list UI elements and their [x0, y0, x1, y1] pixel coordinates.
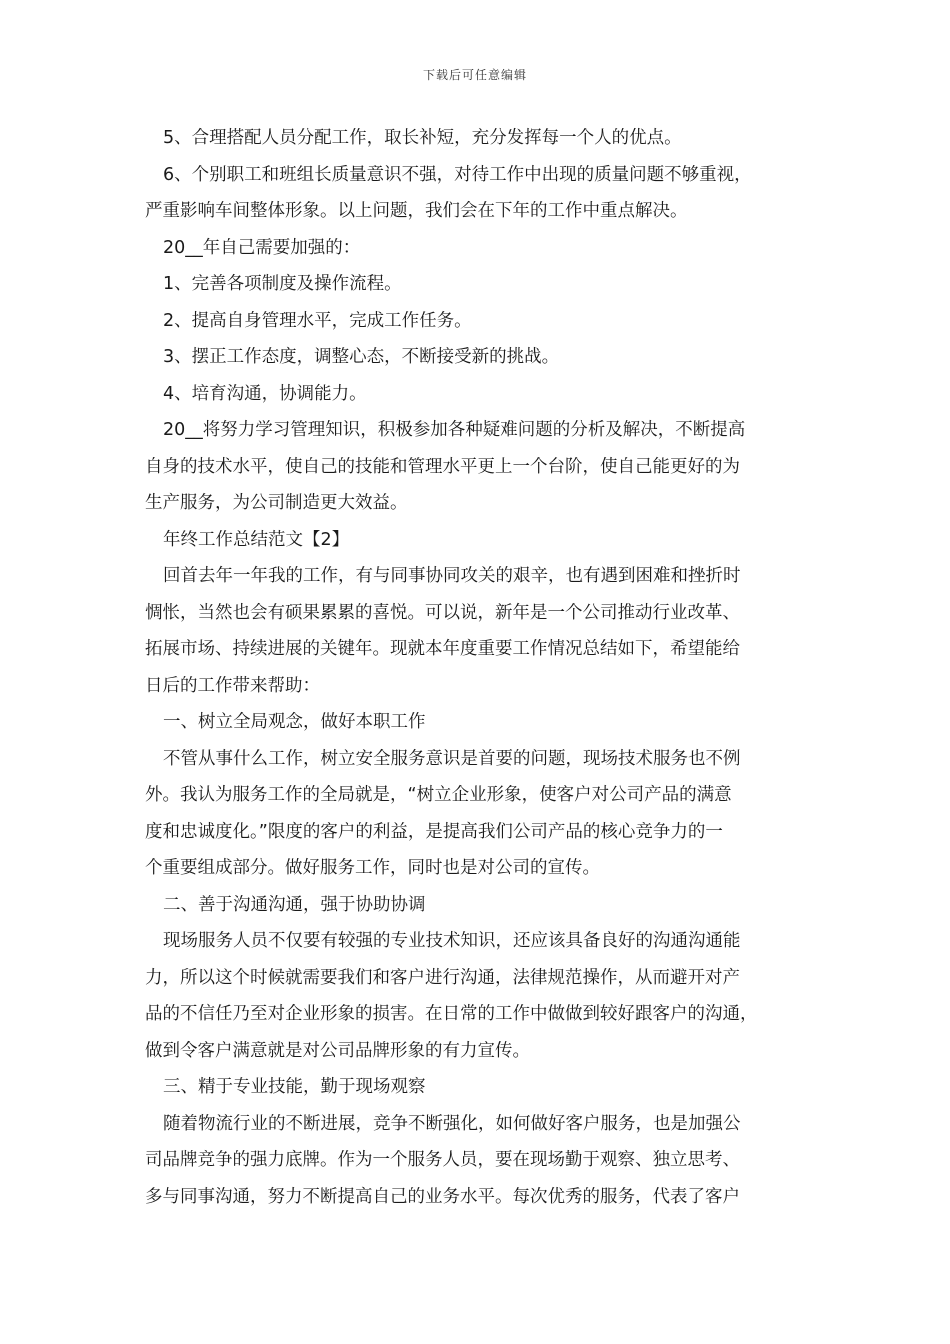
- text-line: 4、培育沟通，协调能力。: [163, 383, 367, 404]
- text-line: 回首去年一年我的工作，有与同事协同攻关的艰辛，也有遇到困难和挫折时: [163, 566, 741, 586]
- text-line: 6、个别职工和班组长质量意识不强，对待工作中出现的质量问题不够重视，: [163, 164, 752, 185]
- text-line: 外。我认为服务工作的全局就是，“树立企业形象，使客户对公司产品的满意: [145, 785, 732, 805]
- text-line: 年终工作总结范文【2】: [163, 529, 350, 550]
- text-line: 三、精于专业技能，勤于现场观察: [163, 1077, 426, 1097]
- text-line: 日后的工作带来帮助：: [145, 675, 320, 696]
- text-line: 现场服务人员不仅要有较强的专业技术知识，还应该具备良好的沟通沟通能: [163, 931, 741, 951]
- text-line: 做到令客户满意就是对公司品牌形象的有力宣传。: [145, 1040, 530, 1061]
- text-line: 2、提高自身管理水平，完成工作任务。: [163, 310, 472, 331]
- document-body: [145, 120, 817, 1215]
- text-line: 品的不信任乃至对企业形象的损害。在日常的工作中做做到较好跟客户的沟通，: [145, 1004, 758, 1024]
- text-line: 司品牌竞争的强力底牌。作为一个服务人员，要在现场勤于观察、独立思考、: [145, 1150, 740, 1170]
- text-line: 二、善于沟通沟通，强于协助协调: [163, 894, 426, 915]
- page-header: 下载后可任意编辑: [422, 68, 527, 82]
- text-line: 20__年自己需要加强的：: [163, 237, 361, 258]
- text-line: 随着物流行业的不断进展，竞争不断强化，如何做好客户服务，也是加强公: [163, 1113, 741, 1134]
- text-line: 自身的技术水平，使自己的技能和管理水平更上一个台阶，使自己能更好的为: [145, 456, 740, 477]
- text-line: 不管从事什么工作，树立安全服务意识是首要的问题，现场技术服务也不例: [163, 748, 741, 769]
- text-line: 惆怅，当然也会有硕果累累的喜悦。可以说，新年是一个公司推动行业改革、: [145, 602, 740, 623]
- text-line: 3、摆正工作态度，调整心态，不断接受新的挑战。: [163, 347, 560, 367]
- text-line: 生产服务，为公司制造更大效益。: [145, 493, 408, 513]
- text-line: 多与同事沟通，努力不断提高自己的业务水平。每次优秀的服务，代表了客户: [145, 1186, 740, 1207]
- text-line: 力，所以这个时候就需要我们和客户进行沟通，法律规范操作，从而避开对产: [145, 967, 740, 988]
- text-line: 拓展市场、持续进展的关键年。现就本年度重要工作情况总结如下，希望能给: [145, 639, 740, 659]
- text-line: 一、树立全局观念，做好本职工作: [163, 712, 426, 732]
- text-line: 20__将努力学习管理知识，积极参加各种疑难问题的分析及解决，不断提高: [163, 420, 746, 440]
- text-line: 个重要组成部分。做好服务工作，同时也是对公司的宣传。: [145, 858, 600, 878]
- text-line: 严重影响车间整体形象。以上问题，我们会在下年的工作中重点解决。: [145, 201, 688, 221]
- text-line: 5、合理搭配人员分配工作，取长补短，充分发挥每一个人的优点。: [163, 128, 682, 148]
- text-line: 1、完善各项制度及操作流程。: [163, 274, 402, 294]
- text-line: 度和忠诚度化。”限度的客户的利益，是提高我们公司产品的核心竞争力的一: [145, 821, 723, 842]
